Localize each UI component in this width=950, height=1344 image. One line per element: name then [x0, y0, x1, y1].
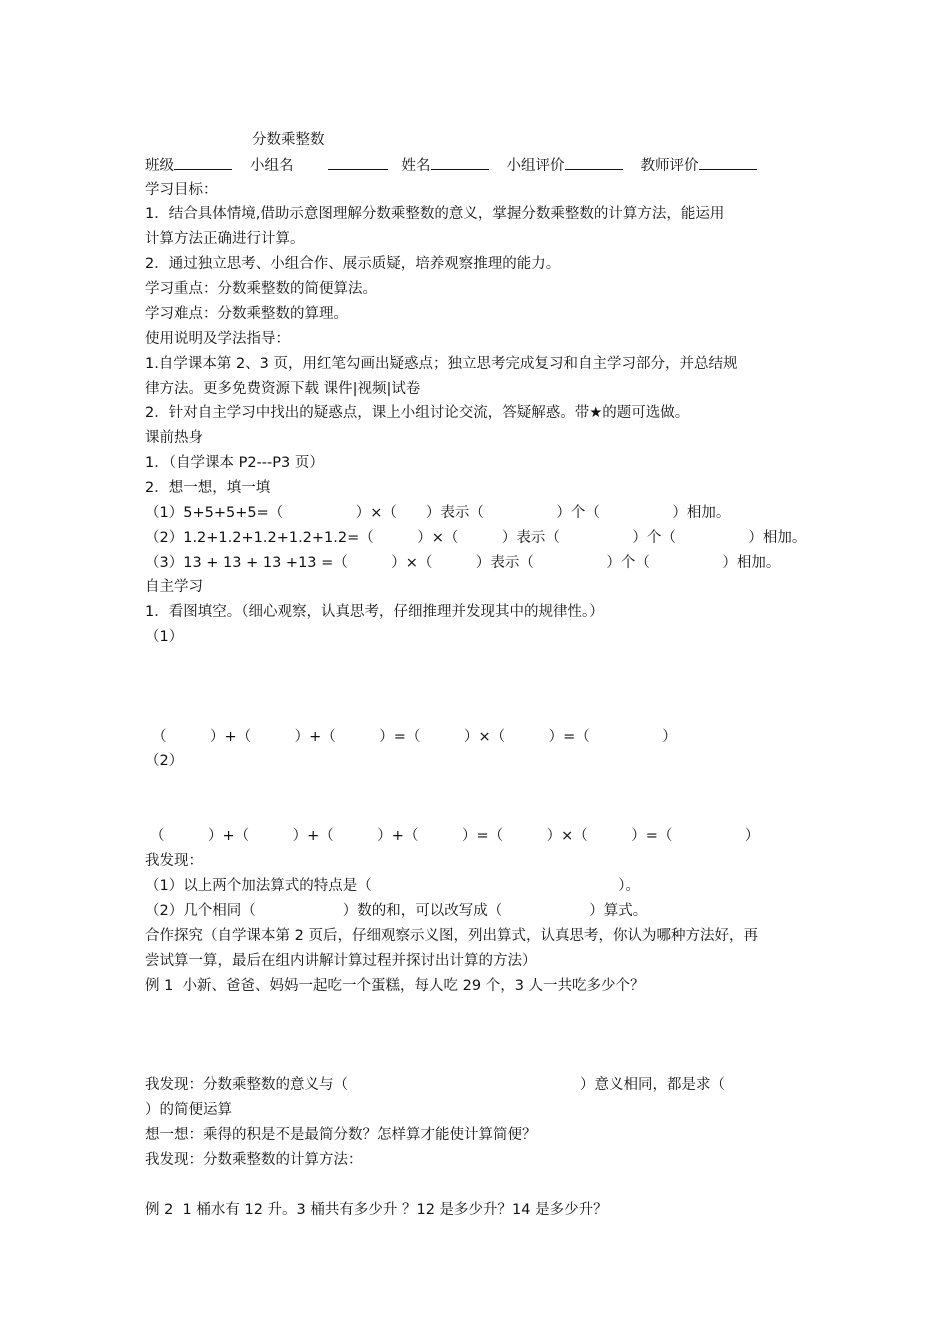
- picture-1-label: （1）: [145, 629, 184, 645]
- picture-2-label: （2）: [145, 753, 184, 769]
- page-title: 分数乘整数: [252, 132, 325, 148]
- warmup-q2-2: （2）1.2+1.2+1.2+1.2+1.2=（ ）×（ ）表示（ ）个（ ）相加。: [145, 530, 807, 546]
- example-2: 例 2 1 桶水有 12 升。3 桶共有多少升 ？12 是多少升？14 是多少升？: [145, 1202, 608, 1218]
- teacher-eval-label: 教师评价: [640, 158, 699, 174]
- warmup-heading: 课前热身: [145, 430, 203, 446]
- header-fields-row: [145, 155, 757, 176]
- goal-1-line2: 计算方法正确进行计算。: [145, 231, 305, 247]
- warmup-q1: 1．（自学课本 P2---P3 页）: [145, 455, 324, 471]
- example-1: 例 1 小新、爸爸、妈妈一起吃一个蛋糕，每人吃 29 个，3 人一共吃多少个？: [145, 978, 645, 994]
- self-study-q1: 1．看图填空。（细心观察，认真思考，仔细推理并发现其中的规律性。）: [145, 604, 604, 620]
- discover-heading: 我发现：: [145, 853, 203, 869]
- coop-intro-line1: 合作探究（自学课本第 2 页后，仔细观察示义图，列出算式，认真思考，你认为哪种方法好，再: [145, 928, 758, 944]
- warmup-q2-3: （3）13 + 13 + 13 +13 =（ ）×（ ）表示（ ）个（ ）相加。: [145, 555, 781, 571]
- group-eval-label: 小组评价: [506, 158, 565, 174]
- guide-heading: 使用说明及学法指导：: [145, 331, 290, 347]
- name-label: 姓名: [401, 158, 431, 174]
- teacher-eval-blank: [699, 155, 757, 170]
- key-point: 学习重点：分数乘整数的简便算法。: [145, 281, 377, 297]
- goals-heading: 学习目标：: [145, 182, 218, 198]
- class-label: 班级: [145, 158, 174, 174]
- coop-discover-line1: 我发现：分数乘整数的意义与（ ）意义相同，都是求（: [145, 1077, 725, 1093]
- class-blank: [174, 155, 232, 170]
- picture-2-formula: （ ）+（ ）+（ ）+（ ）=（ ）×（ ）=（ ）: [150, 828, 760, 844]
- discover-1: （1）以上两个加法算式的特点是（ ）。: [145, 878, 640, 894]
- guide-1-line1: 1.自学课本第 2、3 页，用红笔勾画出疑惑点；独立思考完成复习和自主学习部分，并总结规: [145, 356, 738, 372]
- guide-1-line2: 律方法。更多免费资源下载 课件|视频|试卷: [145, 381, 421, 397]
- goal-1-line1: 1．结合具体情境,借助示意图理解分数乘整数的意义，掌握分数乘整数的计算方法，能运用: [145, 206, 725, 222]
- warmup-q2: 2．想一想，填一填: [145, 480, 271, 496]
- difficulty-point: 学习难点：分数乘整数的算理。: [145, 306, 348, 322]
- warmup-q2-1: （1）5+5+5+5=（ ）×（ ）表示（ ）个（ ）相加。: [145, 505, 731, 521]
- coop-discover-line2: ）的简便运算: [145, 1102, 232, 1118]
- discover-2: （2）几个相同（ ）数的和，可以改写成（ ）算式。: [145, 903, 648, 919]
- name-blank: [431, 155, 489, 170]
- goal-2: 2．通过独立思考、小组合作、展示质疑，培养观察推理的能力。: [145, 256, 561, 272]
- group-eval-blank: [565, 155, 623, 170]
- picture-1-formula: （ ）+（ ）+（ ）=（ ）×（ ）=（ ）: [152, 729, 677, 745]
- think-question: 想一想：乘得的积是不是最简分数？怎样算才能使计算简便？: [145, 1127, 537, 1143]
- group-label: 小组名: [250, 158, 294, 174]
- group-blank: [328, 155, 388, 170]
- method-discover: 我发现：分数乘整数的计算方法：: [145, 1152, 363, 1168]
- self-study-heading: 自主学习: [145, 579, 203, 595]
- coop-intro-line2: 尝试算一算，最后在组内讲解计算过程并探讨出计算的方法）: [145, 953, 537, 969]
- guide-2: 2．针对自主学习中找出的疑惑点，课上小组讨论交流，答疑解惑。带★的题可选做。: [145, 405, 690, 421]
